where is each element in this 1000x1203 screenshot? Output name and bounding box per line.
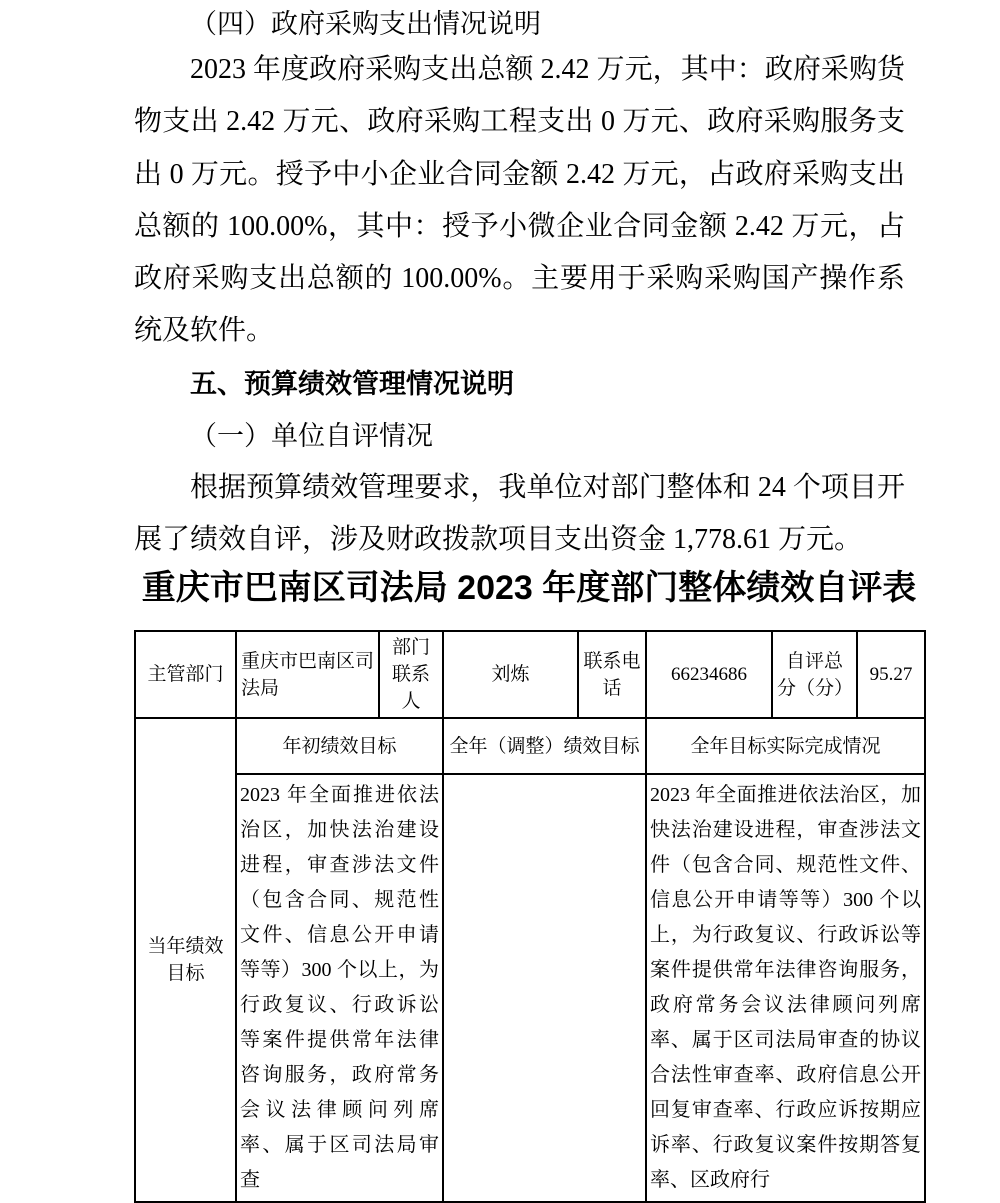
cell-initial-goal-content: 2023 年全面推进依法治区，加快法治建设进程，审查涉法文件（包含合同、规范性文件、信息公开申请等等）300 个以上，为行政复议、行政诉讼等案件提供常年法律咨询服务，政府常务会议法律顾问列席率、属于区司法局审查 — [236, 774, 443, 1202]
cell-score-label: 自评总分（分） — [772, 631, 857, 718]
cell-goal-row-label: 当年绩效目标 — [135, 718, 236, 1202]
cell-contact-value: 刘炼 — [443, 631, 578, 718]
table-header-row — [135, 631, 925, 718]
cell-score-value: 95.27 — [857, 631, 925, 718]
table-title: 重庆市巴南区司法局 2023 年度部门整体绩效自评表 — [141, 569, 917, 608]
cell-dept-label: 主管部门 — [135, 631, 236, 718]
goal-content-row — [135, 774, 925, 1202]
section4-heading: （四）政府采购支出情况说明 — [190, 9, 541, 39]
section5-sub-heading: （一）单位自评情况 — [190, 420, 433, 451]
cell-phone-label: 联系电话 — [578, 631, 646, 718]
self-evaluation-table — [134, 630, 926, 1203]
cell-actual-completion-content: 2023 年全面推进依法治区，加快法治建设进程，审查涉法文件（包含合同、规范性文件、信息公开申请等等）300 个以上，为行政复议、行政诉讼等案件提供常年法律咨询服务，政府常务会议法律顾问列席率、属于区司法局审查的协议合法性审查率、政府信息公开回复审查率、行政应诉按期应诉率、行政复议案件按期答复率、区政府行 — [646, 774, 925, 1202]
cell-contact-label: 部门联系人 — [379, 631, 443, 718]
procurement-paragraph: 2023 年度政府采购支出总额 2.42 万元，其中：政府采购货物支出 2.42 万元、政府采购工程支出 0 万元、政府采购服务支出 0 万元。授予中小企业合同金额 2.42 万元，占政府采购支出总额的 100.00%，其中：授予小微企业合同金额 2.42 万元，占政府采购支出总额的 100.00%。主要用于采购采购国产操作系统及软件。 — [134, 54, 905, 347]
cell-actual-completion-header: 全年目标实际完成情况 — [646, 718, 925, 774]
selfeval-paragraph: 根据预算绩效管理要求，我单位对部门整体和 24 个项目开展了绩效自评，涉及财政拨款项目支出资金 1,778.61 万元。 — [134, 471, 905, 556]
cell-initial-goal-header: 年初绩效目标 — [236, 718, 443, 774]
goal-header-row — [135, 718, 925, 774]
cell-adjusted-goal-content — [443, 774, 646, 1202]
cell-adjusted-goal-header: 全年（调整）绩效目标 — [443, 718, 646, 774]
cell-phone-value: 66234686 — [646, 631, 772, 718]
cell-dept-value: 重庆市巴南区司法局 — [236, 631, 379, 718]
section5-heading: 五、预算绩效管理情况说明 — [190, 368, 514, 399]
